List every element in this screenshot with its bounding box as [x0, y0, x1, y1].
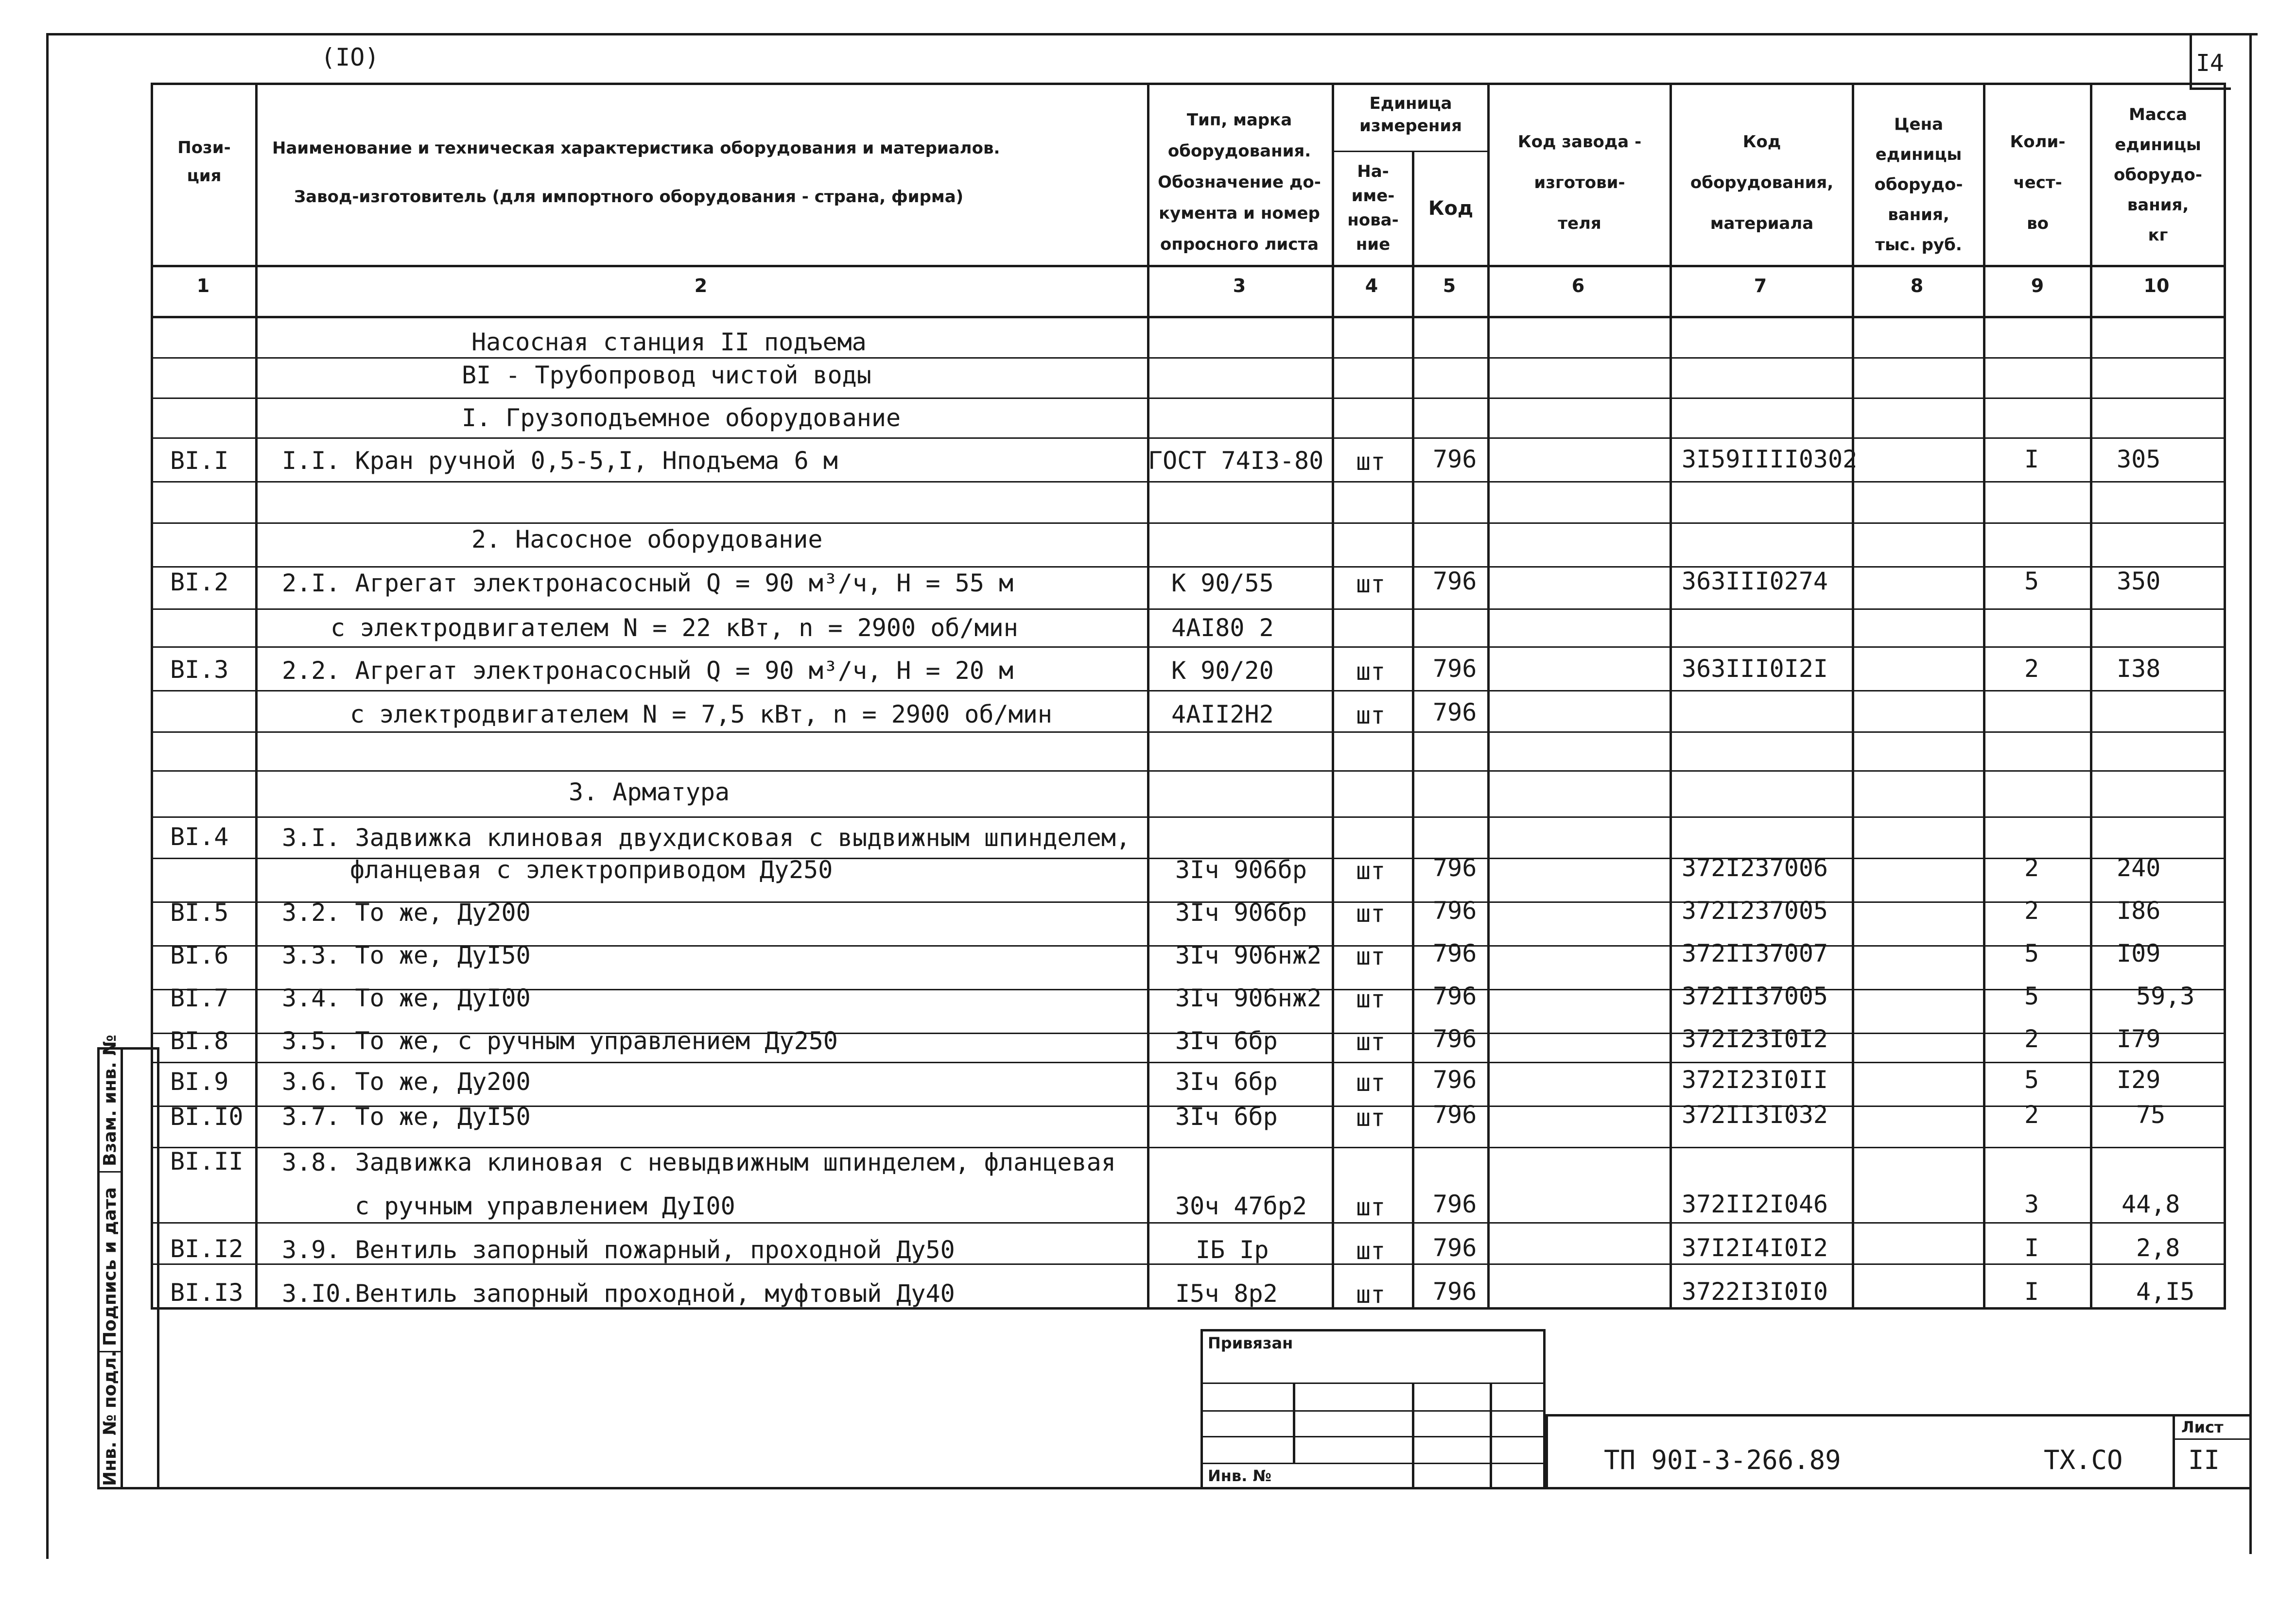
header-col10-line: кг [2148, 225, 2168, 245]
row-position: BI.I2 [170, 1235, 244, 1263]
row-divider [151, 770, 2226, 772]
row-unit: шт [1356, 1069, 1386, 1097]
col-border-2 [1147, 83, 1149, 1310]
row-quantity: 5 [2024, 982, 2039, 1010]
sheet-number: II [2188, 1445, 2220, 1475]
row-type: К 90/20 [1171, 657, 1274, 685]
header-col7 [1672, 121, 1852, 244]
row-unit: шт [1356, 701, 1386, 729]
row-position: BI.8 [170, 1027, 229, 1055]
row-unit: шт [1356, 1280, 1386, 1309]
header-col4 [1334, 159, 1412, 257]
row-divider [151, 646, 2226, 648]
row-mass: I86 [2117, 897, 2161, 925]
header-col4-line: нова- [1347, 210, 1399, 230]
row-divider [151, 481, 2226, 483]
row-mass: 44,8 [2122, 1190, 2180, 1218]
row-unit: шт [1356, 942, 1386, 970]
row-equipment-code: 372I23I0II [1682, 1066, 1828, 1094]
row-equipment-code: 372I23I0I2 [1682, 1025, 1828, 1053]
header-col7-line: оборудования, [1690, 173, 1834, 192]
header-col8-line: оборудо- [1874, 175, 1963, 194]
row-unit: шт [1356, 570, 1386, 598]
row-quantity: 5 [2024, 567, 2039, 595]
col-border-1 [255, 83, 258, 1310]
title-block-top [1546, 1414, 2250, 1417]
row-unit-code: 796 [1433, 897, 1477, 925]
header-col8-line: вания, [1888, 205, 1949, 225]
column-number: 8 [1910, 275, 1924, 296]
row-unit: шт [1356, 657, 1386, 686]
numbers-bottom-line [151, 316, 2226, 318]
row-name: фланцевая с электроприводом Ду250 [350, 856, 833, 884]
row-name: 2.2. Агрегат электронасосный Q = 90 м³/ч, Н = 20 м [282, 657, 1014, 685]
header-col3-line: Обозначение до- [1158, 173, 1321, 192]
col-border-9 [2090, 83, 2092, 1310]
top-label: (IO) [321, 43, 380, 71]
row-divider [151, 357, 2226, 359]
column-number: 3 [1233, 275, 1246, 296]
row-unit-code: 796 [1433, 445, 1477, 473]
header-col6-line: теля [1558, 214, 1601, 233]
row-unit-code: 796 [1433, 655, 1477, 683]
col-border-4 [1412, 151, 1414, 1310]
row-quantity: 2 [2024, 1025, 2039, 1053]
row-position: BI.7 [170, 984, 229, 1012]
row-equipment-code: 372II37007 [1682, 939, 1828, 968]
row-quantity: 2 [2024, 854, 2039, 882]
row-unit: шт [1356, 1193, 1386, 1221]
section-heading-lifting: I. Грузоподъемное оборудование [462, 404, 901, 432]
row-equipment-code: 3722I3I0I0 [1682, 1278, 1828, 1306]
header-col2-line: Наименование и техническая характеристика оборудования и материалов. [272, 138, 1000, 158]
row-name: 3.8. Задвижка клиновая с невыдвижным шпинделем, фланцевая [282, 1148, 1116, 1176]
row-quantity: 2 [2024, 1101, 2039, 1129]
attachment-stamp-col [1490, 1382, 1492, 1489]
row-equipment-code: 372II3I032 [1682, 1101, 1828, 1129]
section-heading-pipeline: BI - Трубопровод чистой воды [462, 361, 871, 389]
row-name: 3.I. Задвижка клиновая двухдисковая с выдвижным шпинделем, [282, 824, 1131, 852]
attachment-stamp-row [1200, 1382, 1546, 1384]
row-type: IБ Iр [1196, 1236, 1269, 1264]
attachment-stamp-row [1200, 1463, 1546, 1464]
header-col9 [1985, 121, 2090, 244]
row-divider [151, 690, 2226, 691]
header-col5: Код [1428, 197, 1474, 220]
row-name: 3.7. То же, ДуI50 [282, 1103, 531, 1131]
row-quantity: 3 [2024, 1190, 2039, 1218]
header-col9-line: Коли- [2010, 132, 2066, 152]
row-mass: 75 [2136, 1101, 2166, 1129]
header-col10-line: единицы [2115, 135, 2201, 155]
row-divider [151, 1062, 2226, 1063]
row-unit-code: 796 [1433, 1234, 1477, 1262]
row-divider [151, 522, 2226, 524]
row-quantity: 5 [2024, 939, 2039, 968]
header-col4-line: ние [1356, 235, 1391, 254]
header-col4-line: На- [1357, 162, 1389, 181]
side-label-signature-date: Подпись и дата [100, 1187, 120, 1346]
header-col3-line: оборудования. [1167, 141, 1311, 161]
row-name: 3.3. То же, ДуI50 [282, 941, 531, 969]
row-mass: I09 [2117, 939, 2161, 968]
row-type: 30ч 47бр2 [1175, 1192, 1307, 1220]
row-position: BI.I3 [170, 1279, 244, 1307]
row-unit-code: 796 [1433, 1066, 1477, 1094]
row-position: BI.9 [170, 1068, 229, 1096]
header-bottom-line [151, 265, 2226, 267]
row-unit: шт [1356, 857, 1386, 885]
header-col6-line: Код завода - [1517, 132, 1642, 152]
row-type: 3Iч 6бр [1175, 1068, 1278, 1096]
row-unit-code: 796 [1433, 567, 1477, 595]
col-border-7 [1852, 83, 1854, 1310]
header-col3 [1149, 104, 1329, 260]
attachment-stamp-box [1200, 1329, 1546, 1489]
header-unit-group [1334, 92, 1487, 137]
row-unit-code: 796 [1433, 1278, 1477, 1306]
row-type: 3Iч 6бр [1175, 1103, 1278, 1131]
header-col2 [258, 124, 1147, 221]
header-col3-line: опросного листа [1160, 235, 1319, 254]
row-position: BI.3 [170, 656, 229, 684]
row-unit: шт [1356, 1237, 1386, 1265]
column-number: 10 [2143, 275, 2170, 296]
row-name: 3.4. То же, ДуI00 [282, 984, 531, 1012]
header-col6 [1490, 121, 1670, 244]
sheet-corner-number: I4 [2196, 50, 2224, 77]
section-heading-fittings: 3. Арматура [569, 778, 730, 806]
header-col1-line: Пози- [177, 138, 231, 157]
header-col1-line: ция [187, 166, 222, 186]
header-col6-line: изготови- [1534, 173, 1625, 192]
header-col7-line: материала [1710, 214, 1814, 233]
side-label-replaced-inv: Взам. инв. № [100, 1035, 120, 1166]
document-mark: ТХ.СО [2044, 1445, 2123, 1475]
row-quantity: I [2024, 445, 2039, 473]
header-col1 [160, 134, 248, 190]
header-col3-line: кумента и номер [1159, 204, 1320, 223]
row-equipment-code: 372II37005 [1682, 982, 1828, 1010]
header-col9-line: во [2027, 214, 2049, 233]
sheet-cell-divider [2173, 1438, 2250, 1440]
row-type: 4АII2Н2 [1171, 700, 1274, 728]
row-type: К 90/55 [1171, 569, 1274, 597]
column-number: 1 [196, 275, 210, 296]
row-unit-code: 796 [1433, 1025, 1477, 1053]
row-type: 3Iч 906бр [1175, 856, 1307, 884]
sheet-label: Лист [2181, 1418, 2224, 1436]
row-position: BI.4 [170, 823, 229, 851]
side-strip-divider [121, 1047, 123, 1489]
header-col3-line: Тип, марка [1186, 110, 1292, 130]
side-strip-row [97, 1171, 122, 1173]
header-col8-line: Цена [1894, 115, 1944, 134]
row-equipment-code: 372I237006 [1682, 854, 1828, 882]
header-col7-line: Код [1742, 132, 1781, 152]
row-equipment-code: 37I2I4I0I2 [1682, 1234, 1828, 1262]
row-quantity: 2 [2024, 897, 2039, 925]
row-type: 3Iч 906бр [1175, 899, 1307, 927]
section-heading-station: Насосная станция II подъема [471, 328, 867, 356]
row-quantity: 2 [2024, 655, 2039, 683]
row-name: 3.9. Вентиль запорный пожарный, проходной Ду50 [282, 1236, 955, 1264]
row-position: BI.I0 [170, 1103, 244, 1131]
column-number: 4 [1365, 275, 1378, 296]
row-type: 3Iч 906нж2 [1175, 941, 1322, 969]
header-col10-line: оборудо- [2114, 165, 2202, 185]
row-unit: шт [1356, 899, 1386, 928]
row-mass: I38 [2117, 655, 2161, 683]
row-equipment-code: 363III0I2I [1682, 655, 1828, 683]
row-type: 3Iч 6бр [1175, 1027, 1278, 1055]
row-name: с ручным управлением ДуI00 [355, 1192, 735, 1220]
header-unit-line: Единица [1369, 94, 1452, 113]
side-label-inv-original: Инв. № подл. [100, 1350, 120, 1486]
row-unit-code: 796 [1433, 939, 1477, 968]
row-position: BI.6 [170, 941, 229, 969]
row-mass: 240 [2117, 854, 2161, 882]
row-quantity: I [2024, 1234, 2039, 1262]
row-divider [151, 816, 2226, 818]
frame-left-line [46, 33, 49, 1559]
table-top-line [151, 83, 2226, 85]
col-border-6 [1670, 83, 1672, 1310]
row-position: BI.5 [170, 899, 229, 927]
row-mass: 2,8 [2136, 1234, 2180, 1262]
header-col8-line: тыс. руб. [1875, 235, 1962, 255]
col-border-5 [1487, 83, 1490, 1310]
attachment-stamp-col [1293, 1382, 1295, 1463]
column-number: 6 [1571, 275, 1585, 296]
row-quantity: 5 [2024, 1066, 2039, 1094]
row-type: 3Iч 906нж2 [1175, 984, 1322, 1012]
row-mass: 305 [2117, 445, 2161, 473]
row-type: I5ч 8р2 [1175, 1279, 1278, 1308]
row-name: с электродвигателем N = 22 кВт, n = 2900 об/мин [330, 614, 1018, 642]
row-mass: I79 [2117, 1025, 2161, 1053]
row-unit: шт [1356, 1104, 1386, 1132]
row-divider [151, 731, 2226, 733]
title-block-left [1546, 1414, 1548, 1489]
row-mass: 4,I5 [2136, 1278, 2195, 1306]
column-number: 9 [2031, 275, 2044, 296]
row-equipment-code: 363III0274 [1682, 567, 1828, 595]
col-border-10 [2224, 83, 2226, 1310]
row-unit: шт [1356, 448, 1386, 476]
inventory-number-label: Инв. № [1208, 1467, 1271, 1485]
row-position: BI.II [170, 1147, 244, 1175]
col-border-8 [1983, 83, 1985, 1310]
attached-label: Привязан [1208, 1334, 1293, 1352]
frame-top-line [46, 33, 2258, 35]
row-divider [151, 397, 2226, 399]
row-name: с электродвигателем N = 7,5 кВт, n = 2900 об/мин [350, 700, 1052, 728]
row-equipment-code: 3I59IIII0302 [1682, 445, 1858, 473]
row-type: 4АI80 2 [1171, 614, 1274, 642]
row-name: 2.I. Агрегат электронасосный Q = 90 м³/ч, Н = 55 м [282, 569, 1014, 597]
col-border-3 [1332, 83, 1334, 1310]
header-col10 [2092, 100, 2224, 250]
row-name: 3.5. То же, с ручным управлением Ду250 [282, 1027, 838, 1055]
row-divider [151, 608, 2226, 610]
column-number: 7 [1754, 275, 1767, 296]
row-mass: 59,3 [2136, 982, 2195, 1010]
row-position: BI.2 [170, 568, 229, 596]
row-unit: шт [1356, 985, 1386, 1013]
section-heading-pumps: 2. Насосное оборудование [471, 525, 823, 553]
row-equipment-code: 372II2I046 [1682, 1190, 1828, 1218]
row-unit-code: 796 [1433, 982, 1477, 1010]
attachment-stamp-row [1200, 1436, 1546, 1437]
row-mass: I29 [2117, 1066, 2161, 1094]
attachment-stamp-row [1200, 1410, 1546, 1412]
row-divider [151, 437, 2226, 439]
row-unit-code: 796 [1433, 698, 1477, 726]
header-col10-line: вания, [2127, 195, 2189, 215]
header-unit-line: измерения [1359, 116, 1462, 136]
attachment-stamp-col [1412, 1382, 1414, 1489]
unit-group-divider [1334, 151, 1487, 152]
row-divider [151, 566, 2226, 568]
row-type: ГОСТ 74I3-80 [1148, 447, 1324, 475]
header-col10-line: Масса [2128, 105, 2188, 124]
row-divider [151, 1222, 2226, 1224]
header-col8 [1854, 109, 1983, 260]
row-name: 3.2. То же, Ду200 [282, 899, 531, 927]
column-number: 2 [694, 275, 708, 296]
row-name: 3.I0.Вентиль запорный проходной, муфтовый Ду40 [282, 1279, 955, 1308]
header-col4-line: име- [1351, 186, 1395, 206]
row-unit-code: 796 [1433, 854, 1477, 882]
row-mass: 350 [2117, 567, 2161, 595]
row-name: 3.6. То же, Ду200 [282, 1068, 531, 1096]
row-unit-code: 796 [1433, 1190, 1477, 1218]
row-equipment-code: 372I237005 [1682, 897, 1828, 925]
header-col8-line: единицы [1875, 145, 1962, 164]
header-col9-line: чест- [2013, 173, 2062, 192]
header-col2-line: Завод-изготовитель (для импортного оборудования - страна, фирма) [294, 187, 964, 207]
row-unit-code: 796 [1433, 1101, 1477, 1129]
row-position: BI.I [170, 447, 229, 475]
row-name: I.I. Кран ручной 0,5-5,I, Нподъема 6 м [282, 447, 838, 475]
sheet-cell-left [2173, 1414, 2175, 1489]
row-quantity: I [2024, 1278, 2039, 1306]
row-unit: шт [1356, 1028, 1386, 1056]
frame-right-line [2249, 33, 2252, 1554]
document-code: ТП 90I-3-266.89 [1604, 1445, 1841, 1475]
column-number: 5 [1443, 275, 1456, 296]
